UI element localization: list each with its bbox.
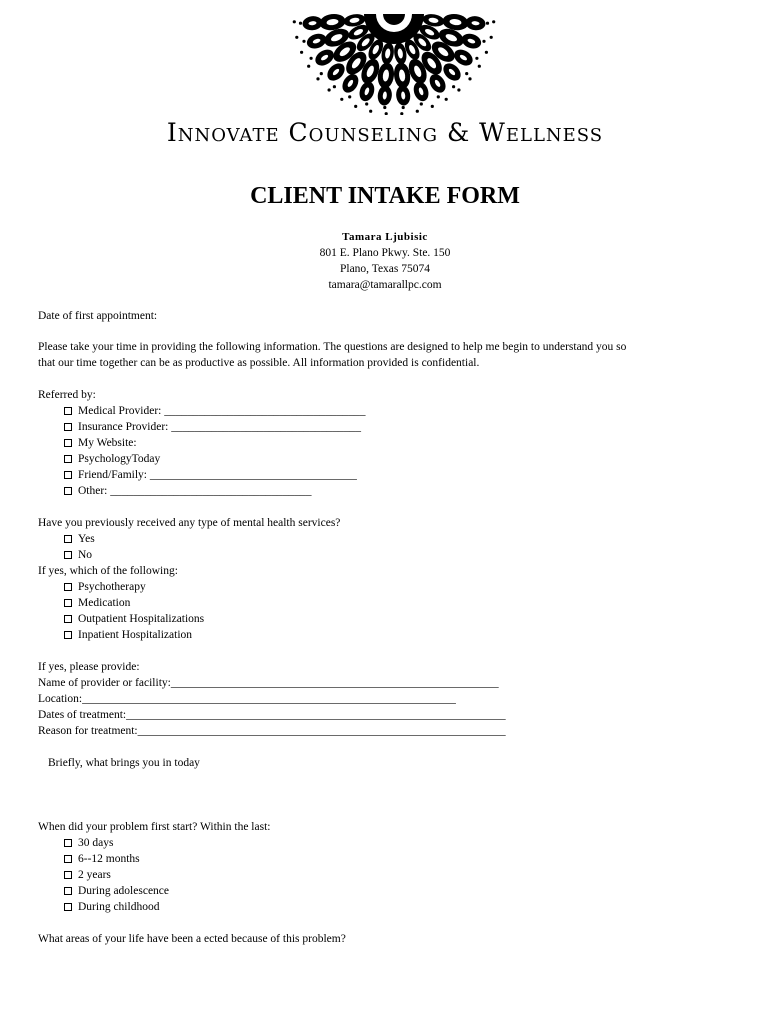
service-option-medication[interactable]: Medication: [64, 597, 130, 609]
checkbox-icon[interactable]: [64, 407, 72, 415]
provider-location-field[interactable]: Location:_________________________________________________________________: [38, 693, 456, 705]
mandala-logo-icon: [0, 0, 770, 115]
contact-address-line1: 801 E. Plano Pkwy. Ste. 150: [319, 247, 451, 259]
contact-address-line2: Plano, Texas 75074: [339, 263, 431, 275]
service-option-psychotherapy[interactable]: Psychotherapy: [64, 581, 146, 593]
referred-option-friend-family[interactable]: Friend/Family: ____________________________________: [64, 469, 357, 481]
previous-services-question: Have you previously received any type of mental health services?: [38, 517, 341, 529]
previous-services-yes[interactable]: Yes: [64, 533, 95, 545]
contact-block: [0, 229, 770, 293]
services-followup-label: If yes, which of the following:: [38, 565, 178, 577]
form-title: CLIENT INTAKE FORM: [250, 183, 520, 209]
service-option-outpatient[interactable]: Outpatient Hospitalizations: [64, 613, 204, 625]
intro-text-line2: that our time together can be as productive as possible. All information provided is confidential.: [38, 357, 480, 369]
provider-details-label: If yes, please provide:: [38, 661, 140, 673]
problem-start-childhood[interactable]: During childhood: [64, 901, 159, 913]
checkbox-icon[interactable]: [64, 871, 72, 879]
checkbox-icon[interactable]: [64, 423, 72, 431]
checkbox-icon[interactable]: [64, 471, 72, 479]
referred-option-medical-provider[interactable]: Medical Provider: ___________________________________: [64, 405, 365, 417]
problem-start-question: When did your problem first start? Within the last:: [38, 821, 271, 833]
checkbox-icon[interactable]: [64, 439, 72, 447]
areas-affected-question[interactable]: What areas of your life have been a ected because of this problem?: [38, 933, 346, 945]
checkbox-icon[interactable]: [64, 551, 72, 559]
brand-name: Innovate Counseling & Wellness: [166, 118, 604, 147]
problem-start-2-years[interactable]: 2 years: [64, 869, 111, 881]
checkbox-icon[interactable]: [64, 887, 72, 895]
checkbox-icon[interactable]: [64, 855, 72, 863]
intro-text-line1: Please take your time in providing the following information. The questions are designed to help me begin to understand you so: [38, 341, 627, 353]
contact-name: Tamara Ljubisic: [342, 231, 428, 243]
checkbox-icon[interactable]: [64, 839, 72, 847]
checkbox-icon[interactable]: [64, 535, 72, 543]
treatment-reason-field[interactable]: Reason for treatment:________________________________________________________________: [38, 725, 506, 737]
checkbox-icon[interactable]: [64, 487, 72, 495]
checkbox-icon[interactable]: [64, 631, 72, 639]
treatment-dates-field[interactable]: Dates of treatment:__________________________________________________________________: [38, 709, 506, 721]
problem-start-6-12-months[interactable]: 6--12 months: [64, 853, 140, 865]
service-option-inpatient[interactable]: Inpatient Hospitalization: [64, 629, 192, 641]
checkbox-icon[interactable]: [64, 583, 72, 591]
referred-by-label: Referred by:: [38, 389, 96, 401]
provider-name-field[interactable]: Name of provider or facility:_________________________________________________________: [38, 677, 499, 689]
checkbox-icon[interactable]: [64, 599, 72, 607]
brings-you-in-question[interactable]: Briefly, what brings you in today: [48, 757, 200, 769]
checkbox-icon[interactable]: [64, 455, 72, 463]
problem-start-30-days[interactable]: 30 days: [64, 837, 113, 849]
contact-email: tamara@tamarallpc.com: [328, 279, 442, 291]
referred-option-psychologytoday[interactable]: PsychologyToday: [64, 453, 160, 465]
checkbox-icon[interactable]: [64, 903, 72, 911]
referred-option-other[interactable]: Other: ___________________________________: [64, 485, 312, 497]
referred-option-website[interactable]: My Website:: [64, 437, 137, 449]
referred-option-insurance-provider[interactable]: Insurance Provider: _________________________________: [64, 421, 361, 433]
previous-services-no[interactable]: No: [64, 549, 92, 561]
checkbox-icon[interactable]: [64, 615, 72, 623]
problem-start-adolescence[interactable]: During adolescence: [64, 885, 169, 897]
first-appointment-label[interactable]: Date of first appointment:: [38, 310, 158, 322]
